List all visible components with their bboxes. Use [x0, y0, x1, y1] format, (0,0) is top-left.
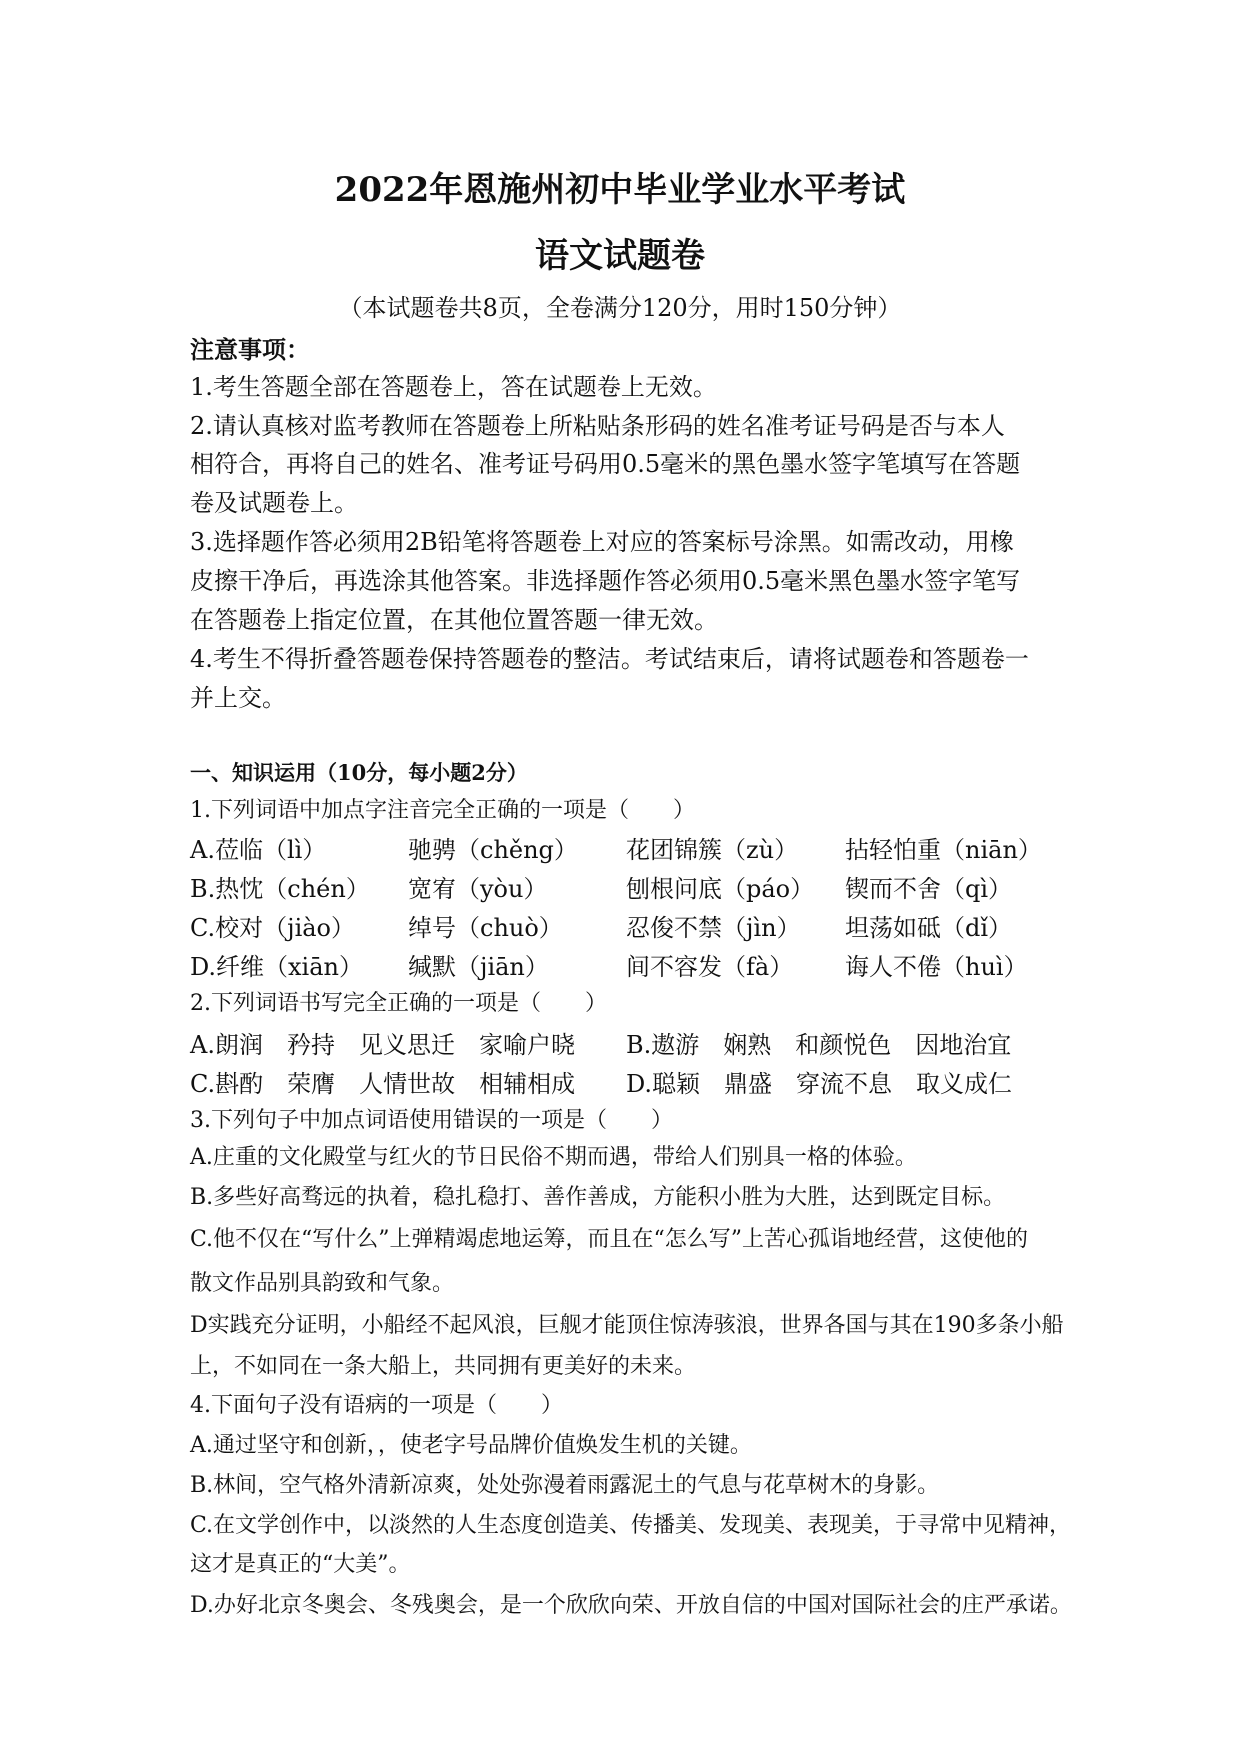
q1-option-a-4: 拈轻怕重（niān） [845, 836, 1042, 864]
q1-option-d-4: 诲人不倦（huì） [845, 953, 1028, 981]
paper-info: （本试题卷共8页，全卷满分120分，用时150分钟） [338, 294, 902, 322]
q4-option-d: D.办好北京冬奥会、冬残奥会，是一个欣欣向荣、开放自信的中国对国际社会的庄严承诺。 [190, 1593, 1072, 1618]
q1-option-d-3: 间不容发（fà） [626, 953, 794, 981]
question-3-stem: 3.下列句子中加点词语使用错误的一项是（ ） [190, 1108, 673, 1133]
q2-option-a: A.朗润 矜持 见义思迁 家喻户晓 [190, 1031, 575, 1059]
q1-option-c-3: 忍俊不禁（jìn） [626, 914, 801, 942]
q4-option-c: C.在文学创作中，以淡然的人生态度创造美、传播美、发现美、表现美，于寻常中见精神， [190, 1513, 1072, 1538]
q1-option-a-3: 花团锦簇（zù） [626, 836, 799, 864]
q3-option-d: D实践充分证明，小船经不起风浪，巨舰才能顶住惊涛骇浪，世界各国与其在190多条小船 [190, 1313, 1064, 1338]
q1-option-c-4: 坦荡如砥（dǐ） [845, 914, 1013, 942]
q4-option-b: B.林间，空气格外清新凉爽，处处弥漫着雨露泥土的气息与花草树木的身影。 [190, 1473, 940, 1498]
q1-option-b-4: 锲而不舍（qì） [845, 875, 1013, 903]
notice-line: 3.选择题作答必须用2B铅笔将答题卷上对应的答案标号涂黑。如需改动，用橡 [190, 528, 1014, 556]
notice-line: 卷及试题卷上。 [190, 489, 358, 517]
notice-line: 相符合，再将自己的姓名、准考证号码用0.5毫米的黑色墨水签字笔填写在答题 [190, 450, 1021, 478]
q3-option-d-cont: 上，不如同在一条大船上，共同拥有更美好的未来。 [190, 1354, 697, 1379]
q1-option-b-1: B.热忱（chén） [190, 875, 370, 903]
q1-option-a-1: A.莅临（lì） [190, 836, 327, 864]
section-heading: 一、知识运用（10分，每小题2分） [190, 760, 528, 785]
q1-option-d-1: D.纤维（xiān） [190, 953, 363, 981]
q1-option-d-2: 缄默（jiān） [408, 953, 549, 981]
q3-option-c-cont: 散文作品别具韵致和气象。 [190, 1271, 455, 1296]
notice-line: 并上交。 [190, 684, 286, 712]
exam-title: 2022年恩施州初中毕业学业水平考试 [334, 170, 906, 210]
q2-option-d: D.聪颖 鼎盛 穿流不息 取义成仁 [626, 1070, 1013, 1098]
notice-line: 在答题卷上指定位置，在其他位置答题一律无效。 [190, 606, 718, 634]
question-1-stem: 1.下列词语中加点字注音完全正确的一项是（ ） [190, 798, 695, 823]
q3-option-a: A.庄重的文化殿堂与红火的节日民俗不期而遇，带给人们别具一格的体验。 [190, 1145, 917, 1170]
q1-option-b-3: 刨根问底（páo） [626, 875, 815, 903]
q1-option-a-2: 驰骋（chěng） [408, 836, 578, 864]
question-2-stem: 2.下列词语书写完全正确的一项是（ ） [190, 991, 607, 1016]
q1-option-c-2: 绰号（chuò） [408, 914, 563, 942]
notice-line: 1.考生答题全部在答题卷上，答在试题卷上无效。 [190, 373, 717, 401]
notice-line: 2.请认真核对监考教师在答题卷上所粘贴条形码的姓名准考证号码是否与本人 [190, 412, 1005, 440]
q2-option-c: C.斟酌 荣膺 人情世故 相辅相成 [190, 1070, 576, 1098]
q1-option-c-1: C.校对（jiào） [190, 914, 356, 942]
q3-option-b: B.多些好高骛远的执着，稳扎稳打、善作善成，方能积小胜为大胜，达到既定目标。 [190, 1185, 1006, 1210]
question-4-stem: 4.下面句子没有语病的一项是（ ） [190, 1393, 563, 1418]
q3-option-c: C.他不仅在“写什么”上弹精竭虑地运筹，而且在“怎么写”上苦心孤诣地经营，这使他的 [190, 1227, 1029, 1252]
paper-subtitle: 语文试题卷 [535, 236, 705, 276]
notice-line: 皮擦干净后，再选涂其他答案。非选择题作答必须用0.5毫米黑色墨水签字笔写 [190, 567, 1021, 595]
notice-heading: 注意事项： [190, 335, 310, 364]
q4-option-a: A.通过坚守和创新，，使老字号品牌价值焕发生机的关键。 [190, 1433, 752, 1458]
q4-option-c-cont: 这才是真正的“大美”。 [190, 1552, 411, 1577]
notice-line: 4.考生不得折叠答题卷保持答题卷的整洁。考试结束后，请将试题卷和答题卷一 [190, 645, 1029, 673]
q1-option-b-2: 宽宥（yòu） [408, 875, 548, 903]
q2-option-b: B.遨游 娴熟 和颜悦色 因地治宜 [626, 1031, 1012, 1059]
